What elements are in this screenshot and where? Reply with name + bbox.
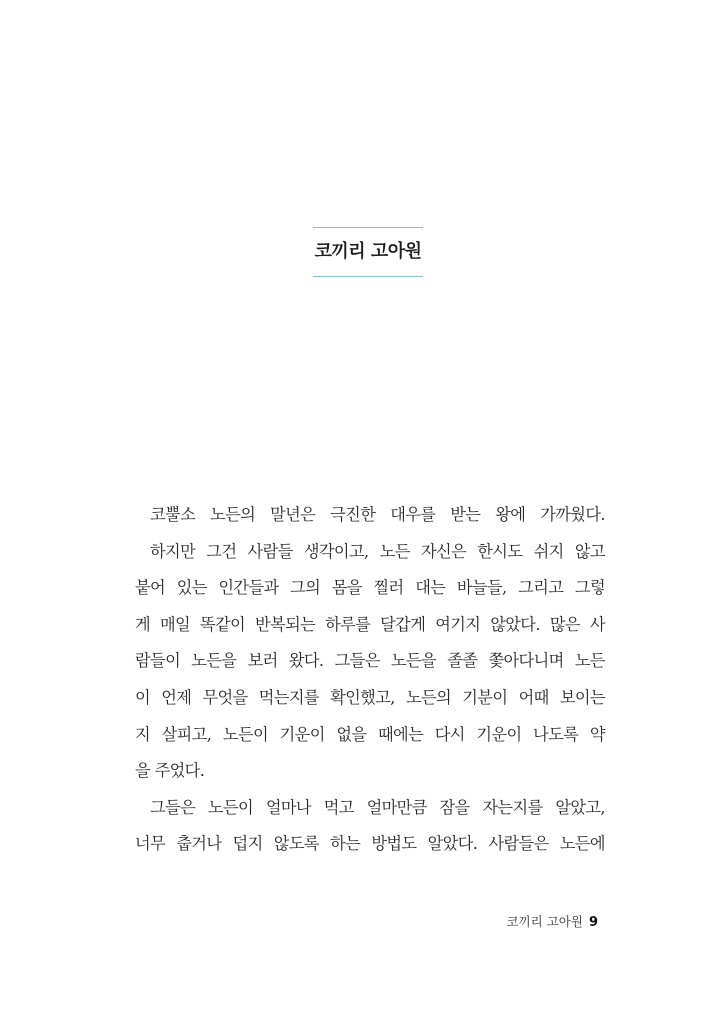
word: 몸을 [331,578,362,598]
heading-top-rule [313,227,423,228]
word: 알았다. [427,834,478,854]
word: 하루를 [325,614,371,634]
word: 살피고, [161,724,212,744]
word: 어때 [518,687,549,707]
word: 노든을 [191,651,237,671]
word: 게 [135,614,151,634]
page-number: 9 [588,915,598,930]
word: 많은 [549,614,580,634]
word: 잠을 [439,797,470,817]
word: 나도록 [533,724,579,744]
word: 알았고, [555,797,605,817]
body-line [135,607,605,644]
word: 달갑게 [380,614,426,634]
word: 먹는지를 [258,687,319,707]
body-line: 을 주었다. [135,761,205,781]
word: 노든 [574,651,605,671]
word: 자는지를 [482,797,543,817]
body-line [135,826,605,863]
word: 다시 [434,724,465,744]
word: 받는 [450,505,481,524]
body-line [135,717,605,754]
body-line [135,643,605,680]
word: 쫓아다니며 [488,651,564,671]
word: 쉬지 [533,541,564,561]
word: 찔러 [373,578,404,598]
word: 말년은 [270,505,316,524]
word: 졸졸 [447,651,478,671]
heading-bottom-rule [313,276,423,277]
word: 보이는 [559,687,605,707]
word: 있는 [176,578,207,598]
word: 약 [589,724,605,744]
word: 방법도 [371,834,417,854]
word: 없을 [336,724,367,744]
word: 않았다. [490,614,540,634]
word: 노든의 [405,687,452,707]
word: 언제 [161,687,192,707]
chapter-heading [313,227,423,277]
body-line [135,570,605,607]
word: 보러 [247,651,278,671]
word: 왔다. [288,651,324,671]
word: 노든이 [222,724,269,744]
word: 자신은 [420,541,467,561]
word: 이 [135,687,151,707]
word: 여기지 [435,614,481,634]
word: 때에는 [378,724,424,744]
word: 생각이고, [303,541,369,561]
word: 가까웠다. [540,505,605,524]
word: 바늘들, [456,578,507,598]
word: 그건 [206,541,237,561]
word: 코뿔소 [150,505,196,524]
word: 기운이 [279,724,325,744]
word: 노든이 [207,797,254,817]
word: 대우를 [390,505,436,524]
word: 노든에 [559,834,605,854]
word: 노든 [379,541,410,561]
word: 노든의 [210,505,256,524]
word: 한시도 [477,541,523,561]
page-footer [507,913,598,932]
word: 확인했고, [330,687,395,707]
word: 그렇 [574,578,605,598]
word: 기분이 [462,687,508,707]
word: 람들이 [135,651,181,671]
word: 무엇을 [202,687,248,707]
word: 그들은 [150,797,196,817]
word: 대는 [415,578,446,598]
word: 사 [589,614,605,634]
word: 먹고 [323,797,354,817]
word: 똑같이 [199,614,246,634]
word: 사람들 [247,541,293,561]
word: 매일 [159,614,191,634]
word: 하지만 [150,541,196,561]
word: 극진한 [330,505,376,524]
word: 그리고 [518,578,564,598]
word: 않도록 [273,834,319,854]
word: 그의 [290,578,321,598]
body-line [135,680,605,717]
word: 노든을 [390,651,437,671]
word: 붙어 [135,578,166,598]
running-title: 코끼리 고아원 [506,914,583,929]
body-line [135,790,605,827]
word: 사람들은 [488,834,549,854]
body-line [135,497,605,534]
body-text [135,497,605,863]
word: 얼마만큼 [366,797,427,817]
body-line [135,534,605,571]
word: 기운이 [476,724,522,744]
word: 지 [135,724,151,744]
word: 왕에 [495,505,526,524]
word: 그들은 [334,651,380,671]
word: 얼마나 [265,797,311,817]
chapter-title: 코끼리 고아원 [314,241,422,262]
word: 하는 [330,834,361,854]
word: 너무 [135,834,166,854]
word: 덥지 [232,834,263,854]
word: 않고 [574,541,605,561]
word: 춥거나 [176,834,222,854]
word: 인간들과 [218,578,279,598]
word: 반복되는 [255,614,316,634]
